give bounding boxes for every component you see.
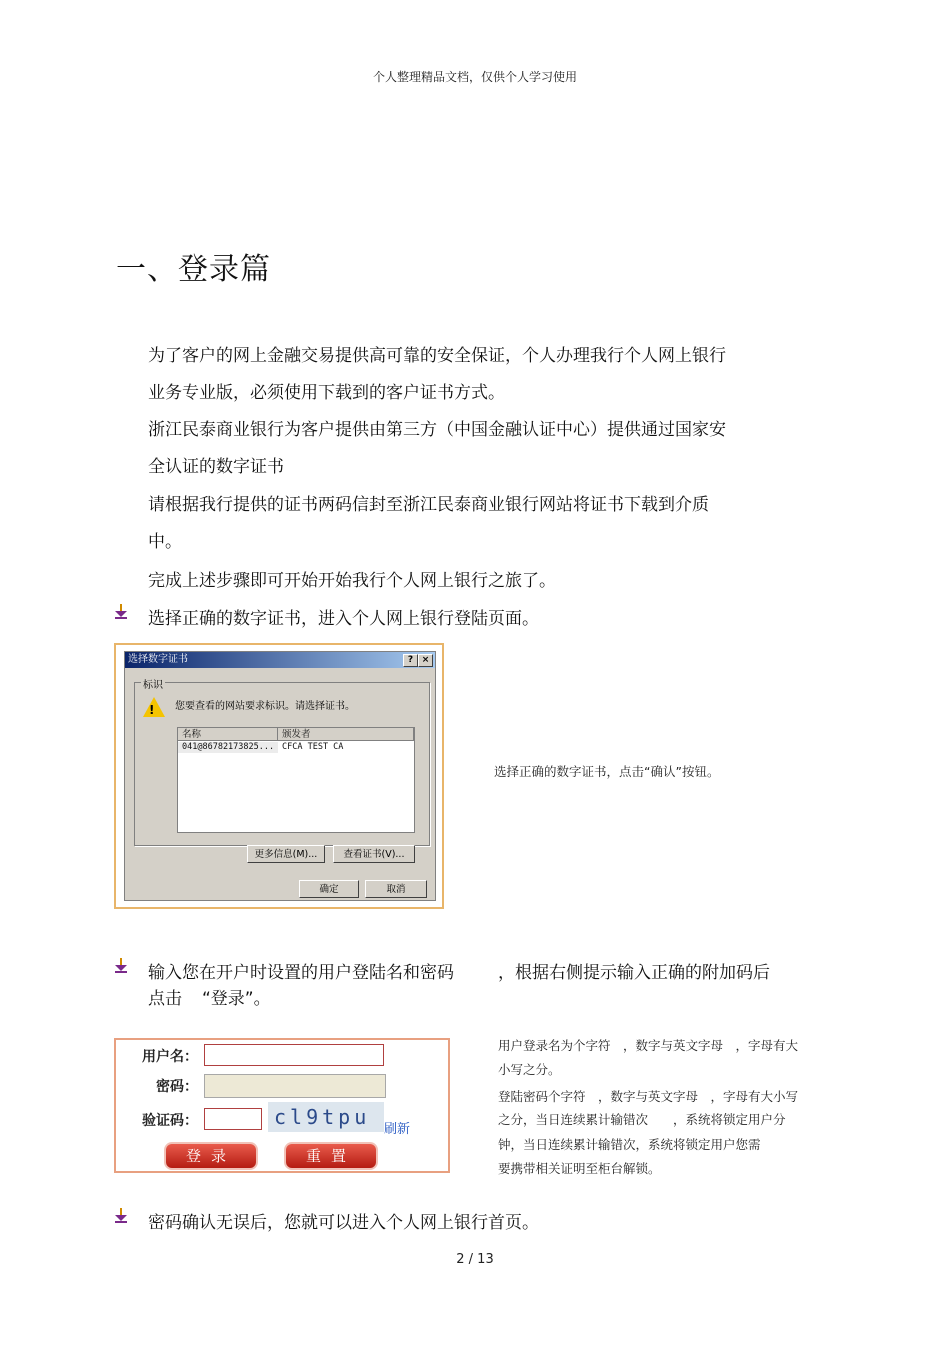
login-note-line: 登陆密码个字符 ，数字与英文字母 ，字母有大小写	[498, 1089, 799, 1104]
bullet-login-line2b: “登录”。	[202, 989, 271, 1009]
paragraph-line: 请根据我行提供的证书两码信封至浙江民泰商业银行网站将证书下载到介质	[148, 495, 709, 515]
group-label: 标识	[141, 676, 165, 691]
bullet-arrow-icon	[114, 1208, 128, 1224]
captcha-label: 验证码：	[142, 1113, 198, 1129]
paragraph-line: 全认证的数字证书	[148, 457, 284, 477]
password-label: 密码：	[156, 1079, 198, 1095]
cert-note: 选择正确的数字证书，点击“确认”按钮。	[494, 764, 720, 779]
bullet-login-line1a: 输入您在开户时设置的用户登陆名和密码	[148, 963, 454, 983]
dialog-prompt: 您要查看的网站要求标识。请选择证书。	[175, 701, 355, 712]
view-cert-button[interactable]: 查看证书(V)...	[333, 845, 415, 863]
login-note-line: 之分，当日连续累计输错次 ，系统将锁定用户分	[498, 1112, 786, 1127]
help-button[interactable]: ?	[403, 654, 418, 667]
bullet-login-line2a: 点击	[148, 989, 182, 1009]
reset-button[interactable]: 重置	[284, 1142, 378, 1170]
login-note-line: 小写之分。	[498, 1062, 561, 1077]
ok-button[interactable]: 确定	[299, 880, 359, 898]
section-title: 一、登录篇	[116, 252, 271, 287]
paragraph-line: 中。	[148, 532, 182, 552]
password-input[interactable]	[204, 1074, 386, 1098]
more-info-button[interactable]: 更多信息(M)...	[247, 845, 325, 863]
login-note-line: 用户登录名为个字符 ，数字与英文字母 ，字母有大	[498, 1038, 799, 1053]
column-header-name[interactable]: 名称	[178, 728, 278, 741]
page-header: 个人整理精品文档，仅供个人学习使用	[372, 70, 577, 84]
paragraph-line: 浙江民泰商业银行为客户提供由第三方（中国金融认证中心）提供通过国家安	[148, 420, 726, 440]
cert-dialog-window	[124, 651, 436, 901]
column-header-issuer[interactable]: 颁发者	[278, 728, 414, 741]
dialog-title: 选择数字证书	[128, 654, 188, 665]
paragraph-line: 完成上述步骤即可开始开始我行个人网上银行之旅了。	[148, 571, 556, 591]
bullet-select-cert: 选择正确的数字证书，进入个人网上银行登陆页面。	[148, 609, 539, 629]
cert-dialog-screenshot	[114, 643, 444, 909]
cert-list[interactable]	[177, 727, 415, 833]
cancel-button[interactable]: 取消	[365, 880, 427, 898]
dialog-titlebar	[125, 652, 435, 668]
cert-row-issuer[interactable]: CFCA TEST CA	[282, 742, 344, 752]
bullet-arrow-icon	[114, 604, 128, 620]
bullet-enter-home: 密码确认无误后，您就可以进入个人网上银行首页。	[148, 1213, 539, 1233]
page-number: 2 / 13	[456, 1252, 494, 1267]
bullet-arrow-icon	[114, 958, 128, 974]
refresh-link[interactable]: 刷新	[384, 1122, 411, 1137]
paragraph-line: 为了客户的网上金融交易提供高可靠的安全保证，个人办理我行个人网上银行	[148, 346, 726, 366]
captcha-image: cl9tpu	[268, 1102, 384, 1132]
cert-row-name[interactable]: 041@86782173825...	[178, 742, 278, 753]
close-button[interactable]: ×	[418, 654, 433, 667]
bullet-login-line1b: ，根据右侧提示输入正确的附加码后	[498, 963, 770, 983]
login-form-screenshot	[114, 1038, 450, 1173]
paragraph-line: 业务专业版，必须使用下载到的客户证书方式。	[148, 383, 505, 403]
login-button[interactable]: 登录	[164, 1142, 258, 1170]
warning-mark: !	[149, 703, 155, 717]
username-input[interactable]	[204, 1044, 384, 1066]
captcha-input[interactable]	[204, 1108, 262, 1130]
identity-group	[134, 682, 430, 846]
username-label: 用户名：	[142, 1049, 198, 1065]
login-note-line: 钟，当日连续累计输错次，系统将锁定用户您需	[498, 1137, 761, 1152]
login-note-line: 要携带相关证明至柜台解锁。	[498, 1161, 661, 1176]
